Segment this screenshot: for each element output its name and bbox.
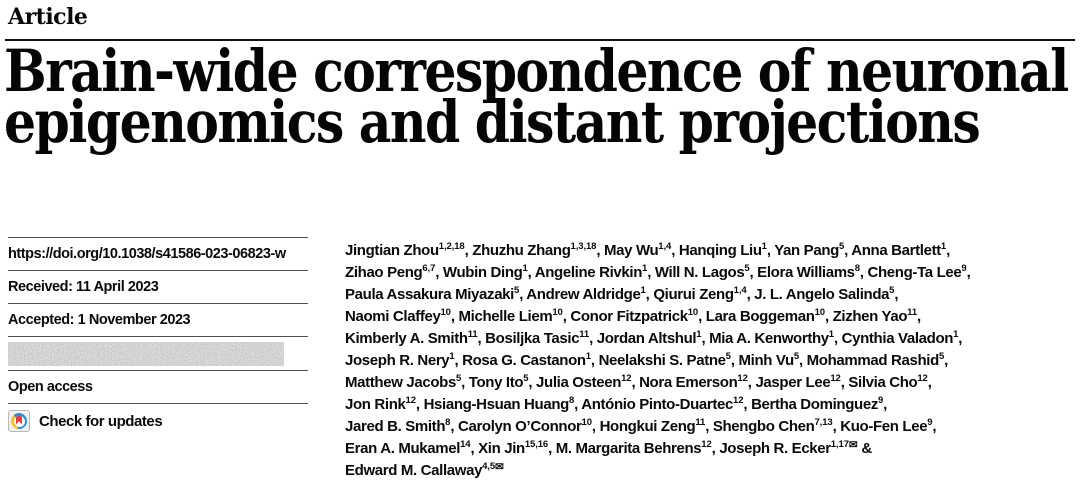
author-affiliation-superscript: 14 bbox=[460, 439, 471, 450]
author-affiliation-superscript: 5 bbox=[889, 285, 895, 296]
author-affiliation-superscript: 5 bbox=[523, 373, 529, 384]
author-affiliation-superscript: 1 bbox=[585, 351, 591, 362]
author-name: Kimberly A. Smith bbox=[345, 330, 468, 347]
author-affiliation-superscript: 1 bbox=[696, 329, 702, 340]
author-name: Yan Pang bbox=[774, 242, 839, 259]
author-affiliation-superscript: 8 bbox=[568, 395, 575, 406]
article-kicker: Article bbox=[8, 4, 88, 30]
author-affiliation-superscript: 12 bbox=[405, 395, 416, 406]
author-affiliation-superscript: 7,13 bbox=[814, 417, 833, 428]
author-affiliation-superscript: 1,2,18 bbox=[438, 241, 465, 252]
author-name: Carolyn O’Connor bbox=[457, 418, 582, 435]
author-line: Eran A. Mukamel$^{14}$, Xin Jin$^{15,16}$, M. Margarita Behrens$^{12}$, Joseph R. Ecker$^{1,17✉}$ & bbox=[345, 439, 872, 457]
author-affiliation-superscript: 1 bbox=[761, 241, 767, 252]
author-name: Paula Assakura Miyazaki bbox=[345, 286, 514, 303]
author-name: Qiurui Zeng bbox=[653, 286, 734, 303]
author-affiliation-superscript: 1,4 bbox=[658, 241, 672, 252]
doi-link[interactable]: https://doi.org/10.1038/s41586-023-06823-w bbox=[8, 246, 286, 262]
author-name: Kuo-Fen Lee bbox=[840, 418, 928, 435]
author-affiliation-superscript: 1 bbox=[522, 263, 528, 274]
author-affiliation-superscript: 8 bbox=[854, 263, 860, 274]
crossmark-circle bbox=[11, 413, 27, 429]
author-name: Xin Jin bbox=[478, 440, 525, 457]
author-name: Naomi Claffey bbox=[345, 308, 441, 325]
author-affiliation-superscript: 10 bbox=[440, 307, 451, 318]
author-name: Mohammad Rashid bbox=[806, 352, 939, 369]
author-name: Shengbo Chen bbox=[712, 418, 815, 435]
author-affiliation-superscript: 12 bbox=[733, 395, 744, 406]
author-affiliation-superscript: 1 bbox=[953, 329, 959, 340]
author-name: Will N. Lagos bbox=[654, 264, 745, 281]
author-affiliation-superscript: 5 bbox=[514, 285, 520, 296]
author-affiliation-superscript: 1 bbox=[940, 241, 947, 252]
author-line: Jon Rink$^{12}$, Hsiang-Hsuan Huang$^8$, António Pinto-Duartec$^{12}$, Bertha Dominguez$^9$, bbox=[345, 395, 887, 413]
author-name: Hanqing Liu bbox=[678, 242, 762, 259]
article-title-line-2: epigenomics and distant projections bbox=[4, 88, 980, 156]
author-affiliation-superscript: 5 bbox=[725, 351, 731, 362]
author-name: J. L. Angelo Salinda bbox=[754, 286, 890, 303]
author-line: Joseph R. Nery$^1$, Rosa G. Castanon$^1$, Neelakshi S. Patne$^5$, Minh Vu$^5$, Mohammad Rashid$^5$, bbox=[345, 351, 948, 369]
author-affiliation-superscript: 5 bbox=[744, 263, 750, 274]
author-name: Jon Rink bbox=[345, 396, 406, 413]
author-name: Hsiang-Hsuan Huang bbox=[423, 396, 569, 413]
author-affiliation-superscript: 1,17 bbox=[830, 439, 849, 450]
author-name: Jordan Altshul bbox=[596, 330, 697, 347]
author-name: Zizhen Yao bbox=[832, 308, 908, 325]
author-affiliation-superscript: 9 bbox=[927, 417, 933, 428]
author-name: M. Margarita Behrens bbox=[555, 440, 702, 457]
article-title bbox=[4, 37, 1068, 156]
author-affiliation-superscript: 5 bbox=[938, 351, 945, 362]
author-name: Eran A. Mukamel bbox=[345, 440, 461, 457]
author-affiliation-superscript: 11 bbox=[907, 307, 917, 318]
author-line: Kimberly A. Smith$^{11}$, Bosiljka Tasic$^{11}$, Jordan Altshul$^1$, Mia A. Kenworthy$^1$, Cynthia Valadon$^1$, bbox=[345, 329, 963, 347]
author-affiliation-superscript: 4,5 bbox=[482, 461, 496, 472]
author-affiliation-superscript: 6,7 bbox=[422, 263, 436, 274]
author-affiliation-superscript: 10 bbox=[814, 307, 825, 318]
accepted-date: Accepted: 1 November 2023 bbox=[8, 303, 308, 336]
article-title-line-1: Brain-wide correspondence of neuronal bbox=[4, 37, 1068, 105]
author-line bbox=[345, 460, 1072, 482]
author-affiliation-superscript: 5 bbox=[838, 241, 845, 252]
author-name: Wubin Ding bbox=[442, 264, 523, 281]
author-name: Hongkui Zeng bbox=[599, 418, 696, 435]
author-name: Minh Vu bbox=[738, 352, 794, 369]
metadata-column bbox=[8, 237, 308, 432]
check-for-updates-link[interactable] bbox=[8, 403, 308, 432]
author-name: Joseph R. Ecker bbox=[719, 440, 831, 457]
author-name: Tony Ito bbox=[468, 374, 524, 391]
author-affiliation-superscript: 12 bbox=[737, 373, 748, 384]
author-name: Jasper Lee bbox=[755, 374, 831, 391]
author-affiliation-superscript: 12 bbox=[701, 439, 712, 450]
author-affiliation-superscript: 5 bbox=[793, 351, 800, 362]
author-name: Angeline Rivkin bbox=[534, 264, 643, 281]
author-affiliation-superscript: 8 bbox=[445, 417, 451, 428]
author-line: Zihao Peng$^{6,7}$, Wubin Ding$^1$, Angeline Rivkin$^1$, Will N. Lagos$^5$, Elora Williams$^8$, Cheng-Ta Lee$^9$, bbox=[345, 263, 971, 281]
author-name: Joseph R. Nery bbox=[345, 352, 450, 369]
author-affiliation-superscript: 15,16 bbox=[524, 439, 549, 450]
author-name: May Wu bbox=[604, 242, 659, 259]
author-name: Jingtian Zhou bbox=[345, 242, 439, 259]
author-affiliation-superscript: 12 bbox=[830, 373, 841, 384]
author-name: Cheng-Ta Lee bbox=[867, 264, 962, 281]
corresponding-author-envelope-icon: ✉ bbox=[495, 461, 504, 473]
crossmark-icon bbox=[8, 410, 30, 432]
author-affiliation-superscript: 9 bbox=[877, 395, 884, 406]
author-name: Zihao Peng bbox=[345, 264, 423, 281]
author-name: Andrew Aldridge bbox=[526, 286, 641, 303]
author-line: Jingtian Zhou$^{1,2,18}$, Zhuzhu Zhang$^{1,3,18}$, May Wu$^{1,4}$, Hanqing Liu$^1$, Yan Pang$^5$, Anna Bartlett$^1$, bbox=[345, 241, 950, 259]
author-affiliation-superscript: 11 bbox=[695, 417, 706, 428]
author-affiliation-superscript: 1,4 bbox=[733, 285, 747, 296]
author-line: Naomi Claffey$^{10}$, Michelle Liem$^{10}$, Conor Fitzpatrick$^{10}$, Lara Boggeman$^{10}$, Zizhen Yao$^{11}$, bbox=[345, 307, 921, 325]
author-name: Silvia Cho bbox=[848, 374, 918, 391]
open-access-label: Open access bbox=[8, 370, 308, 403]
author-name: Jared B. Smith bbox=[345, 418, 446, 435]
author-affiliation-superscript: 11 bbox=[579, 329, 590, 340]
author-name: Anna Bartlett bbox=[851, 242, 941, 259]
author-name: Neelakshi S. Patne bbox=[598, 352, 726, 369]
author-affiliation-superscript: 1 bbox=[642, 263, 648, 274]
author-line: Jared B. Smith$^8$, Carolyn O’Connor$^{10}$, Hongkui Zeng$^{11}$, Shengbo Chen$^{7,13}$, Kuo-Fen Lee$^9$, bbox=[345, 417, 937, 435]
author-affiliation-superscript: 1 bbox=[449, 351, 455, 362]
crossmark-inner-circle bbox=[14, 416, 25, 427]
author-name: Edward M. Callaway bbox=[345, 462, 483, 479]
author-line: Paula Assakura Miyazaki$^5$, Andrew Aldridge$^1$, Qiurui Zeng$^{1,4}$, J. L. Angelo Salinda$^5$, bbox=[345, 285, 899, 303]
author-name: Lara Boggeman bbox=[705, 308, 815, 325]
author-name: Nora Emerson bbox=[639, 374, 738, 391]
author-name: Cynthia Valadon bbox=[841, 330, 954, 347]
author-list bbox=[345, 240, 1072, 482]
author-affiliation-superscript: 10 bbox=[687, 307, 699, 318]
author-affiliation-superscript: 10 bbox=[581, 417, 592, 428]
redacted-noise-block bbox=[8, 342, 284, 366]
author-name: Bertha Dominguez bbox=[751, 396, 878, 413]
author-name: Conor Fitzpatrick bbox=[570, 308, 688, 325]
author-affiliation-superscript: 10 bbox=[552, 307, 563, 318]
author-affiliation-superscript: 1 bbox=[828, 329, 834, 340]
author-affiliation-superscript: 1,3,18 bbox=[570, 241, 597, 252]
crossmark-bookmark-icon bbox=[16, 416, 22, 425]
author-name: Zhuzhu Zhang bbox=[472, 242, 571, 259]
author-name: Elora Williams bbox=[757, 264, 855, 281]
author-affiliation-superscript: 12 bbox=[621, 373, 632, 384]
published-date-redacted-row bbox=[8, 336, 308, 370]
author-name: Rosa G. Castanon bbox=[462, 352, 586, 369]
author-affiliation-superscript: 5 bbox=[455, 373, 462, 384]
received-date: Received: 11 April 2023 bbox=[8, 270, 308, 303]
author-affiliation-superscript: 9 bbox=[961, 263, 967, 274]
author-name: Michelle Liem bbox=[458, 308, 553, 325]
doi-row bbox=[8, 237, 308, 270]
author-name: Matthew Jacobs bbox=[345, 374, 456, 391]
check-for-updates-label: Check for updates bbox=[39, 412, 163, 430]
author-name: Bosiljka Tasic bbox=[485, 330, 580, 347]
author-name: Mia A. Kenworthy bbox=[709, 330, 829, 347]
corresponding-author-envelope-icon: ✉ bbox=[848, 439, 858, 451]
author-name: Julia Osteen bbox=[536, 374, 622, 391]
author-affiliation-superscript: 11 bbox=[467, 329, 478, 340]
author-line: Matthew Jacobs$^5$, Tony Ito$^5$, Julia Osteen$^{12}$, Nora Emerson$^{12}$, Jasper Lee$^{12}$, Silvia Cho$^{12}$, bbox=[345, 373, 932, 391]
author-name: António Pinto-Duartec bbox=[581, 396, 734, 413]
author-affiliation-superscript: 1 bbox=[640, 285, 646, 296]
author-affiliation-superscript: 12 bbox=[917, 373, 928, 384]
